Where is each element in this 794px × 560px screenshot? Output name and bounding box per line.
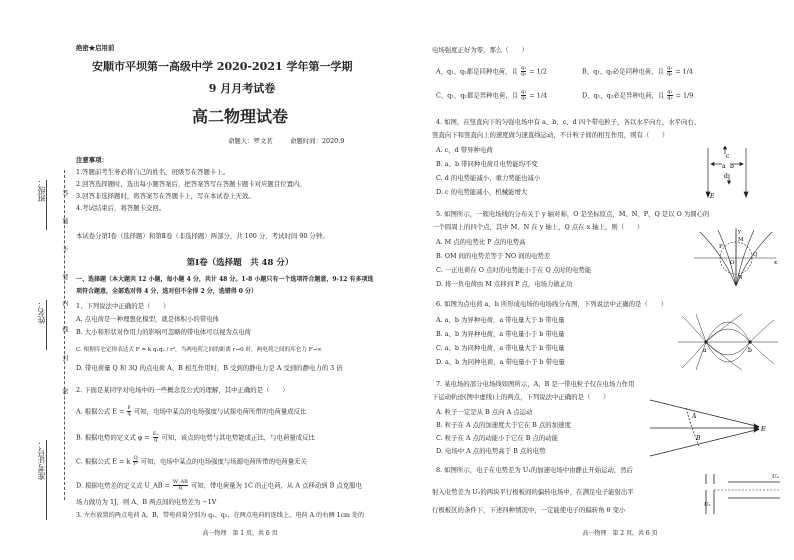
q5-label-x: x [774, 260, 778, 266]
q2-c-suffix: 可知，电场中某点的电场强度与场源电荷所带的电荷量无关 [140, 457, 307, 466]
secret-tag: 绝密★启用前 [76, 44, 115, 52]
q4-option-a: A. c、d 带异种电荷 [436, 146, 493, 154]
q4-option-c: C. d 的电势能减小，重力势能也减小 [436, 174, 541, 182]
class-underline [46, 180, 47, 230]
ratio-fraction [521, 66, 526, 77]
q5-label-Q: Q [753, 252, 758, 258]
q3-continuation: 电场强度正好为零，那么（ ） [432, 46, 528, 54]
question-8-cont: 行极板区的条件下，下述四种情况中，一定能使电子的偏转角 θ 变小 [432, 506, 626, 514]
q3-d-text: D、q₁、q₂必是异种电荷，且 [582, 91, 665, 100]
q3-a-value: = 1/2 [529, 67, 547, 76]
q2-b-prefix: B. 根据电势的定义式 φ = [76, 433, 150, 442]
q4-label-b: b [730, 163, 734, 170]
seal-char: 密 [61, 388, 68, 394]
q8-label-U1: U₁ [704, 502, 711, 508]
q2-option-d [76, 480, 362, 491]
q7-option-b: B. 粒子在 A 点的加速度大于它在 B 点的加速度 [436, 421, 571, 429]
date: 命题时间：2020.9 [290, 137, 345, 145]
question-8: 8. 如图所示，电子在电势差为 U₁的加速电场中由静止开始运动，然后 [436, 466, 634, 474]
q2-d-prefix: D. 根据电势差的定义式 U_AB = [76, 481, 170, 490]
name-label: 姓名： [37, 300, 46, 324]
seal-char: 内 [61, 300, 68, 306]
q7-option-c: C. 粒子在 A 点的动能小于它在 B 点的动能 [436, 434, 559, 442]
formula-fraction: $\frac{Q}{\text{r²}}$ [133, 455, 138, 467]
question-7-cont: 下运动轨迹(图中虚线)上的两点，下列说法中正确的是（ ） [432, 393, 610, 401]
ratio-fraction: $\frac{\text{q₁}}{\text{q₂}}$ [521, 89, 527, 101]
q1-option-b: B. 大小和形状对作用力的影响可忽略的带电体可以视为点电荷 [76, 328, 251, 336]
q2-option-a [76, 406, 306, 417]
notice-item: 4.考试结束后，将答题卡交回。 [76, 204, 166, 212]
question-2: 2. 下面是某同学对电场中的一些概念及公式的理解，其中正确的是（ ） [76, 386, 289, 394]
notice-item: 2.回答选择题时，选出每小题答案后，把答案答写在答题卡题卡对应题目位置内。 [76, 180, 306, 188]
q6-figure [676, 312, 780, 372]
q4-option-b: B. a、b 带同种电荷且电势能均不变 [436, 160, 538, 168]
notice-item: 1.答题前考生务必将自己的姓名、班级写在答题卡上。 [76, 168, 230, 176]
q3-option-d [582, 90, 693, 101]
q4-label-d: d [724, 173, 728, 180]
q3-a-text: A、q₁、q₂都是同种电荷，且 [436, 67, 518, 76]
exam-number-underline [46, 440, 47, 520]
author: 命题人：罗文茗 [228, 137, 273, 145]
seal-char: 线 [61, 326, 68, 332]
q5-label-y: y [738, 229, 742, 235]
q3-option-c [436, 90, 547, 101]
exam-number-label: 准考证号： [37, 440, 46, 480]
q5-label-M: M [738, 237, 744, 243]
q1-option-d: D. 带电荷量 Q 和 3Q 的点电荷 A、B 相互作用时，B 受到的静电力是 A 受到的静电力的 3 倍 [76, 364, 343, 372]
seal-char: 要 [61, 274, 68, 280]
part1-instruction: 项符合题意，全部选对得 4 分，选对但不全得 2 分，选错得 0 分） [76, 288, 258, 295]
page-footer-left: 高一物理 第 1 页，共 6 页 [202, 530, 278, 537]
q2-a-suffix: 可知，电场中某点的电场强度与试探电荷所带的电荷量成反比 [133, 407, 307, 416]
name-underline [46, 300, 47, 350]
q5-figure [690, 226, 782, 288]
question-3: 3. 左右放置的两点电荷 A，B，带电荷量分别为 q₁、q₂，在两点电荷的连线上，电荷 A 的右侧 1cm 处的 [76, 512, 365, 519]
question-1: 1、下列说法中正确的是（ ） [76, 302, 170, 310]
ratio-fraction: $\frac{\text{q₁}}{\text{q₂}}$ [666, 65, 673, 77]
q3-option-b [582, 66, 693, 77]
ratio-fraction: $\frac{\text{q₁}}{\text{q₂}}$ [667, 89, 673, 101]
formula-fraction: $\frac{\text{Eₚ}}{q}$ [152, 431, 159, 443]
seal-char: 题 [61, 218, 68, 224]
q2-option-c [76, 456, 307, 467]
q4-figure [704, 146, 750, 200]
q6-label-b: b [748, 347, 752, 354]
q2-option-d-cont: 场力做功为 1J，则 A、B 两点间的电势差为 −1V [76, 498, 217, 506]
question-4-cont: 竖直向下和竖直向上的速度做匀速直线运动，不计粒子间的相互作用，则有（ ） [432, 131, 669, 139]
question-4: 4. 如图，在竖直向下的匀强电场中有 a、b、c、d 四个带电粒子，各以水平向左、水平向右、 [436, 118, 701, 126]
q5-option-c: C. 一正电荷在 O 点时的电势能小于在 Q 点时的电势能 [436, 266, 592, 274]
ratio-num: q₁ [520, 65, 527, 71]
q4-label-a: a [722, 163, 726, 170]
q4-label-E: E [710, 193, 715, 200]
q7-option-d: D. 电场中 A 点的电势高于 B 点的电势 [436, 447, 546, 455]
q4-option-d: D. c 的电势能减小，机械能增大 [436, 188, 528, 196]
q6-label-a: a [703, 347, 707, 354]
page-footer-right: 高一物理 第 2 页，共 6 页 [582, 530, 658, 537]
seal-char: 不 [61, 246, 68, 252]
q1-option-a: A. 点电荷是一种理想化模型，就是体积小的带电体 [76, 315, 219, 323]
exam-line: 9 月月考试卷 [208, 82, 276, 95]
seal-char: 封 [61, 355, 68, 361]
question-5: 5. 如图所示，一簇电场线的分布关于 y 轴对称，O 是坐标原点，M、N、P、Q 是以 O 为圆心的 [436, 210, 710, 218]
q7-figure [646, 396, 768, 462]
q2-a-prefix: A. 根据公式 E = [76, 407, 125, 416]
question-5-cont: 一个圆周上的四个点，其中 M、N 在 y 轴上，Q 点在 x 轴上，则（ ） [432, 223, 644, 231]
school-line: 安顺市平坝第一高级中学 2020-2021 学年第一学期 [92, 60, 353, 73]
page-title: 高二物理试卷 [191, 107, 288, 126]
q6-option-b: B. a、b 为异种电荷，a 带电量小于 b 带电量 [436, 330, 565, 338]
q8-label-U2: U₂ [772, 474, 779, 480]
part1-instruction: 一、选择题（本大题共 12 小题，每小题 4 分，共计 48 分。1-8 小题只有一个选项符合题意，9-12 有多项选 [76, 276, 374, 283]
q5-option-a: A. M 点的电势比 P 点的电势高 [436, 238, 526, 246]
q3-b-text: B、q₁、q₂必是同种电荷，且 [582, 67, 664, 76]
formula-fraction: $\frac{W\_AB}{q}$ [172, 479, 188, 491]
q7-option-a: A. 粒子一定是从 B 点向 A 点运动 [436, 408, 533, 416]
notice-summary: 本试卷分第Ⅰ卷（选择题）和第Ⅱ卷（非选择题）两部分，共 100 分，考试时间 90 分钟。 [76, 232, 329, 240]
q3-option-a [436, 66, 547, 77]
question-8-cont: 射入电势差为 U₂的两块平行极板间的偏转电场中，在满足电子能射出平 [432, 488, 634, 496]
q6-option-c: C. a、b 为同种电荷，a 带电量大于 b 带电量 [436, 344, 565, 352]
q3-d-value: = 1/9 [675, 91, 694, 100]
q2-c-prefix: C. 根据公式 E = k [76, 457, 131, 466]
part1-heading: 第Ⅰ卷（选择题 共 48 分） [186, 258, 294, 268]
q7-label-A: A [692, 413, 697, 420]
q3-c-value: = 1/4 [529, 91, 548, 100]
q5-label-O: O [730, 260, 735, 266]
q1-option-c: C. 根据库仑定律表达式 F = k q₁q₂ / r²，当两电荷之间的距离 r→0 时，两电荷之间的库仑力 F→∞ [76, 347, 323, 353]
q3-b-value: = 1/4 [675, 67, 693, 76]
ratio-den: q₂ [520, 71, 527, 77]
q5-option-d: D. 将一负电荷由 M 点移到 P 点，电场力做正功 [436, 280, 573, 288]
q6-option-a: A. a、b 为异种电荷，a 带电量大于 b 带电量 [436, 316, 565, 324]
formula-fraction: $\frac{F}{q}$ [127, 405, 131, 417]
q7-label-B: B [696, 435, 701, 442]
q7-label-E: E [761, 425, 766, 433]
q8-figure [700, 470, 786, 518]
q5-label-P: P [719, 244, 723, 250]
q3-c-text: C、q₁、q₂都是异种电荷，且 [436, 91, 519, 100]
notice-heading: 注意事项： [76, 156, 108, 164]
question-6: 6. 如图为点电荷 a、b 所形成电场的电场线分布图，下列说法中正确的是（ ） [436, 300, 667, 308]
q2-b-suffix: 可知，该点的电势与其电势能成正比，与电荷量成反比 [161, 433, 315, 442]
q4-label-c: c [726, 153, 730, 160]
q6-option-d: D. a、b 为同种电荷，a 带电量小于 b 带电量 [436, 358, 565, 366]
class-label: 班级： [37, 178, 46, 202]
seal-char: 答 [61, 190, 68, 196]
q2-option-b [76, 432, 315, 443]
question-7: 7. 某电场的部分电场线如图所示，A、B 是一带电粒子仅在电场力作用 [436, 380, 635, 388]
q2-d-suffix: 可知，带电荷量为 1C 的正电荷，从 A 点移动到 B 点克服电 [190, 481, 362, 490]
q5-label-N: N [738, 275, 743, 281]
q5-option-b: B. OM 间的电势差等于 NO 间的电势差 [436, 252, 551, 260]
notice-item: 3.回答非选择题时，将答案写在答题卡上，写在本试卷上无效。 [76, 192, 255, 200]
